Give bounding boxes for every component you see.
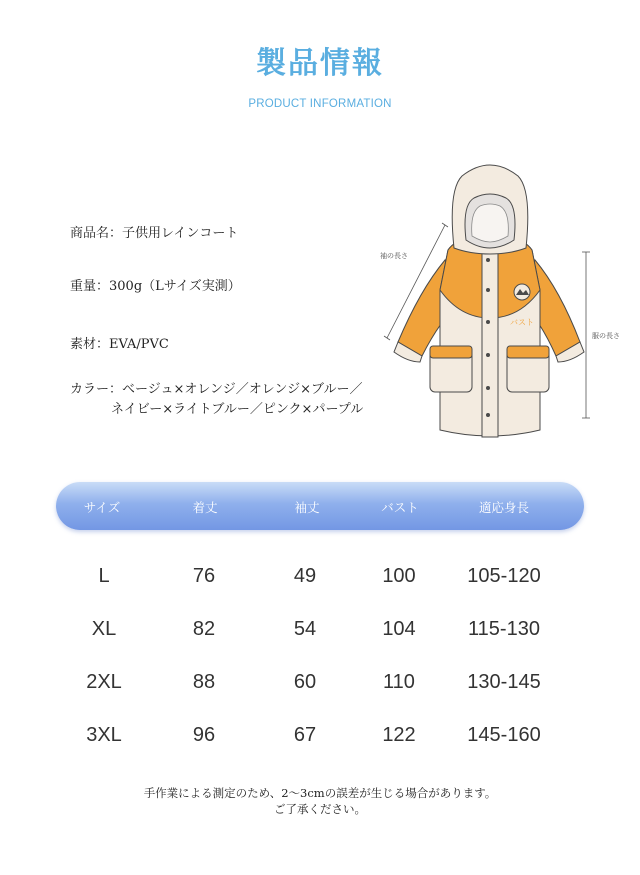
cell-length: 76	[192, 565, 216, 587]
cell-length: 82	[192, 618, 216, 640]
footer-note: 手作業による測定のため、2～3cmの誤差が生じる場合があります。	[143, 786, 497, 800]
page-subtitle: PRODUCT INFORMATION	[248, 98, 392, 110]
cell-height: 145-160	[467, 724, 541, 746]
header-length: 着丈	[192, 500, 218, 515]
product-colors-cont: ネイビー×ライトブルー／ピンク×パープル	[111, 402, 364, 417]
page-title: 製品情報	[256, 46, 384, 81]
product-name: 商品名：子供用レインコート	[70, 226, 239, 241]
cell-length: 96	[192, 724, 216, 746]
cell-size: XL	[91, 618, 117, 640]
cell-bust: 110	[383, 671, 415, 693]
cell-sleeve: 60	[293, 671, 317, 693]
product-material: 素材：EVA/PVC	[70, 337, 169, 352]
header-height: 適応身長	[478, 500, 529, 515]
header-size: サイズ	[83, 500, 121, 515]
footer-note-cont: ご了承ください。	[274, 802, 366, 816]
header-bust: バスト	[381, 500, 419, 515]
cell-sleeve: 49	[293, 565, 317, 587]
raincoat-diagram	[370, 150, 635, 450]
cell-length: 88	[192, 671, 216, 693]
cell-height: 115-130	[468, 618, 540, 640]
body-length-label: 服の長さ	[592, 332, 620, 340]
cell-size: L	[98, 565, 110, 587]
cell-height: 130-145	[467, 671, 541, 693]
header-sleeve: 袖丈	[294, 500, 320, 515]
cell-bust: 104	[382, 618, 416, 640]
sleeve-length-label: 袖の長さ	[380, 252, 408, 260]
cell-bust: 100	[382, 565, 416, 587]
cell-sleeve: 54	[293, 618, 317, 640]
bust-label: バスト	[510, 318, 534, 327]
cell-bust: 122	[382, 724, 416, 746]
cell-size: 3XL	[86, 724, 122, 746]
cell-size: 2XL	[86, 671, 122, 693]
product-weight: 重量：300g（Lサイズ実測）	[70, 279, 241, 294]
cell-height: 105-120	[467, 565, 541, 587]
product-colors: カラー：ベージュ×オレンジ／オレンジ×ブルー／	[70, 382, 363, 397]
cell-sleeve: 67	[293, 724, 317, 746]
